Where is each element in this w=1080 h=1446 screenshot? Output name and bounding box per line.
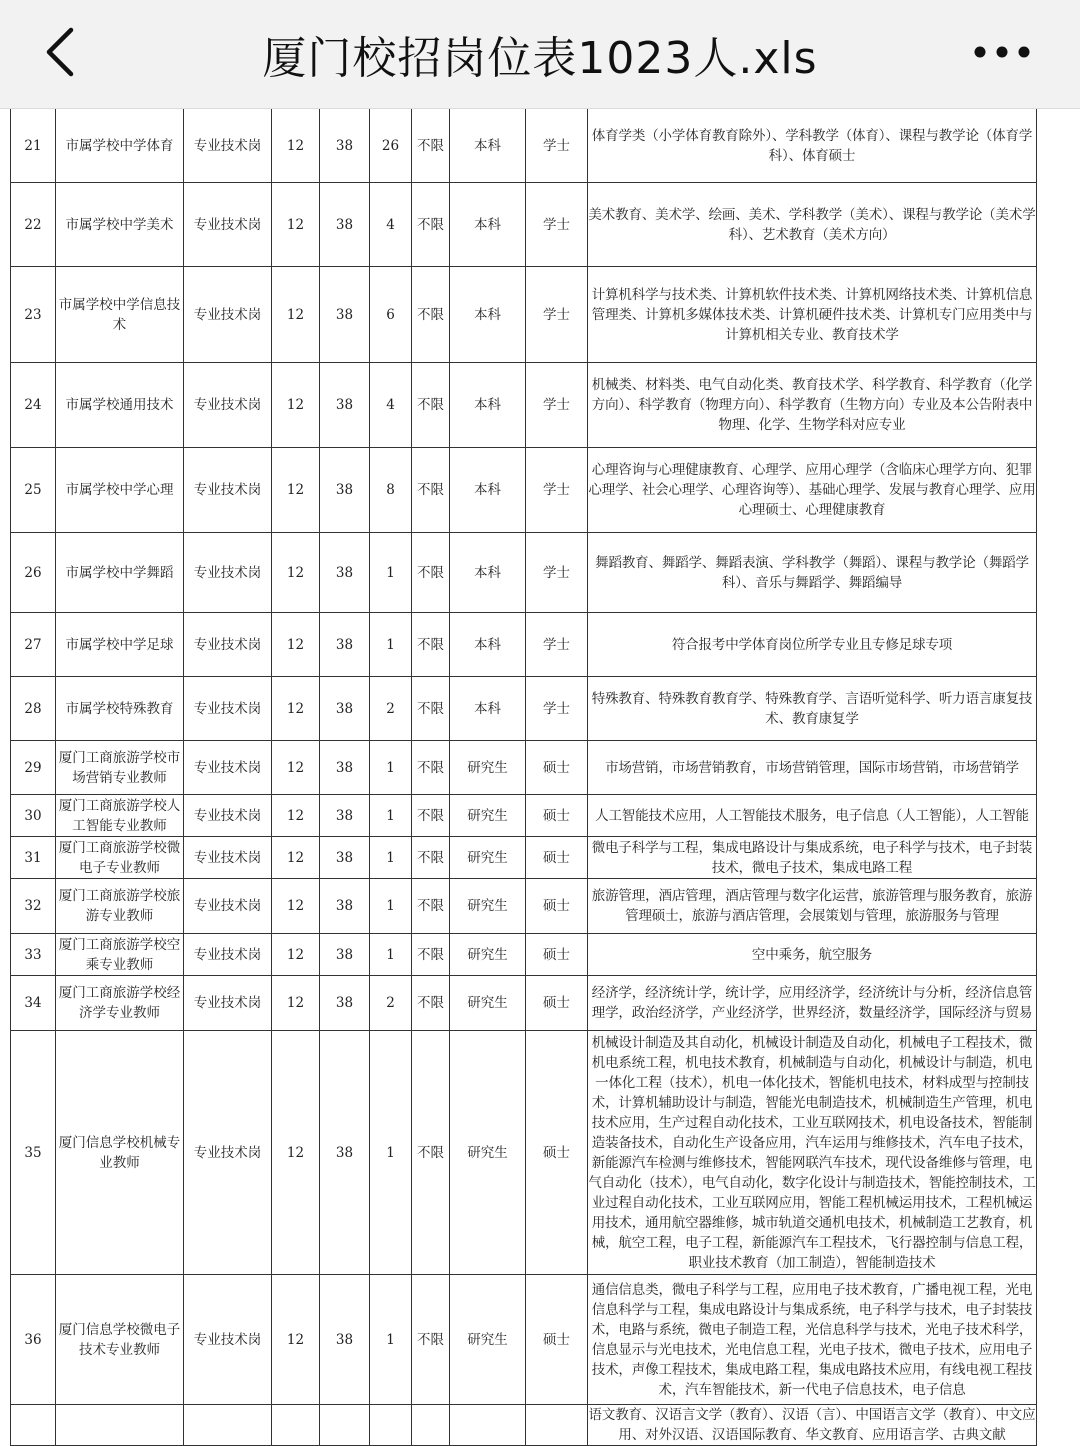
major-requirements-cell[interactable]: 美术教育、美术学、绘画、美术、学科教学（美术）、课程与教学论（美术学科）、艺术教育（美术方向） — [588, 183, 1037, 267]
position-name-cell[interactable]: 市属学校中学心理 — [56, 448, 184, 533]
degree-cell[interactable]: 硕士 — [526, 1275, 588, 1405]
table-row — [11, 363, 1037, 448]
column-value-2-cell[interactable] — [320, 1405, 370, 1446]
position-type-cell[interactable]: 专业技术岗 — [184, 363, 272, 448]
column-value-2-cell[interactable]: 38 — [320, 183, 370, 267]
recruit-count-cell[interactable]: 1 — [370, 1031, 412, 1275]
table-row — [11, 741, 1037, 795]
education-level-cell[interactable]: 本科 — [450, 448, 526, 533]
row-number-cell[interactable]: 35 — [11, 1031, 56, 1275]
position-type-cell[interactable]: 专业技术岗 — [184, 613, 272, 677]
position-name-cell[interactable]: 市属学校通用技术 — [56, 363, 184, 448]
position-name-cell[interactable]: 厦门信息学校微电子技术专业教师 — [56, 1275, 184, 1405]
position-name-cell[interactable]: 厦门工商旅游学校人工智能专业教师 — [56, 795, 184, 837]
age-limit-cell[interactable]: 不限 — [412, 976, 450, 1031]
degree-cell[interactable]: 学士 — [526, 677, 588, 741]
recruit-count-cell[interactable]: 2 — [370, 677, 412, 741]
table-row — [11, 1275, 1037, 1405]
degree-cell[interactable]: 学士 — [526, 363, 588, 448]
education-level-cell[interactable]: 本科 — [450, 183, 526, 267]
degree-cell[interactable]: 学士 — [526, 448, 588, 533]
column-value-1-cell[interactable]: 12 — [272, 677, 320, 741]
row-number-cell[interactable]: 27 — [11, 613, 56, 677]
row-number-cell[interactable]: 22 — [11, 183, 56, 267]
table-row — [11, 533, 1037, 613]
position-type-cell[interactable]: 专业技术岗 — [184, 1275, 272, 1405]
age-limit-cell[interactable] — [412, 1405, 450, 1446]
major-requirements-cell[interactable]: 语文教育、汉语言文学（教育）、汉语（言）、中国语言文学（教育）、中文应用、对外汉语、汉语国际教育、华文教育、应用语言学、古典文献 — [588, 1405, 1037, 1446]
table-row — [11, 448, 1037, 533]
position-type-cell[interactable]: 专业技术岗 — [184, 934, 272, 976]
major-requirements-cell[interactable]: 心理咨询与心理健康教育、心理学、应用心理学（含临床心理学方向、犯罪心理学、社会心理学、心理咨询等）、基础心理学、发展与教育心理学、应用心理硕士、心理健康教育 — [588, 448, 1037, 533]
column-value-2-cell[interactable]: 38 — [320, 613, 370, 677]
age-limit-cell[interactable]: 不限 — [412, 267, 450, 363]
age-limit-cell[interactable]: 不限 — [412, 613, 450, 677]
recruit-count-cell[interactable] — [370, 1405, 412, 1446]
age-limit-cell[interactable]: 不限 — [412, 837, 450, 879]
column-value-2-cell[interactable]: 38 — [320, 448, 370, 533]
age-limit-cell[interactable]: 不限 — [412, 533, 450, 613]
major-requirements-cell[interactable]: 市场营销，市场营销教育，市场营销管理，国际市场营销，市场营销学 — [588, 741, 1037, 795]
table-row — [11, 879, 1037, 934]
column-value-1-cell[interactable]: 12 — [272, 879, 320, 934]
degree-cell[interactable]: 学士 — [526, 109, 588, 183]
column-value-2-cell[interactable]: 38 — [320, 363, 370, 448]
recruit-count-cell[interactable]: 1 — [370, 934, 412, 976]
major-requirements-cell[interactable]: 通信信息类，微电子科学与工程，应用电子技术教育，广播电视工程，光电信息科学与工程，集成电路设计与集成系统，电子科学与技术，电子封装技术，电路与系统，微电子制造工程，光信息科学与技术，光电子技术科学，信息显示与光电技术，光电信息工程，光电子技术，微电子技术，应用电子技术，声像工程技术，集成电路工程，集成电路技术应用，有线电视工程技术，汽车智能技术，新一代电子信息技术，电子信息 — [588, 1275, 1037, 1405]
education-level-cell[interactable]: 研究生 — [450, 1275, 526, 1405]
recruit-count-cell[interactable]: 1 — [370, 1275, 412, 1405]
degree-cell[interactable]: 硕士 — [526, 837, 588, 879]
education-level-cell[interactable]: 研究生 — [450, 976, 526, 1031]
age-limit-cell[interactable]: 不限 — [412, 1275, 450, 1405]
recruit-count-cell[interactable]: 1 — [370, 837, 412, 879]
row-number-cell[interactable]: 24 — [11, 363, 56, 448]
major-requirements-cell[interactable]: 特殊教育、特殊教育教育学、特殊教育学、言语听觉科学、听力语言康复技术、教育康复学 — [588, 677, 1037, 741]
column-value-1-cell[interactable]: 12 — [272, 363, 320, 448]
row-number-cell[interactable]: 23 — [11, 267, 56, 363]
table-row — [11, 1031, 1037, 1275]
position-type-cell[interactable]: 专业技术岗 — [184, 795, 272, 837]
position-type-cell[interactable]: 专业技术岗 — [184, 741, 272, 795]
major-requirements-cell[interactable]: 旅游管理，酒店管理，酒店管理与数字化运营，旅游管理与服务教育，旅游管理硕士，旅游与酒店管理，会展策划与管理，旅游服务与管理 — [588, 879, 1037, 934]
column-value-1-cell[interactable]: 12 — [272, 109, 320, 183]
column-value-2-cell[interactable]: 38 — [320, 795, 370, 837]
row-number-cell[interactable]: 31 — [11, 837, 56, 879]
recruit-count-cell[interactable]: 6 — [370, 267, 412, 363]
column-value-1-cell[interactable]: 12 — [272, 267, 320, 363]
education-level-cell[interactable]: 本科 — [450, 613, 526, 677]
column-value-2-cell[interactable]: 38 — [320, 677, 370, 741]
age-limit-cell[interactable]: 不限 — [412, 879, 450, 934]
table-row — [11, 183, 1037, 267]
position-type-cell[interactable]: 专业技术岗 — [184, 448, 272, 533]
major-requirements-cell[interactable]: 机械类、材料类、电气自动化类、教育技术学、科学教育、科学教育（化学方向）、科学教育（物理方向）、科学教育（生物方向）专业及本公告附表中物理、化学、生物学科对应专业 — [588, 363, 1037, 448]
degree-cell[interactable]: 硕士 — [526, 1031, 588, 1275]
recruit-count-cell[interactable]: 4 — [370, 363, 412, 448]
education-level-cell[interactable]: 研究生 — [450, 795, 526, 837]
education-level-cell[interactable]: 本科 — [450, 533, 526, 613]
column-value-2-cell[interactable]: 38 — [320, 1275, 370, 1405]
position-name-cell[interactable]: 厦门工商旅游学校微电子专业教师 — [56, 837, 184, 879]
top-navigation-bar — [0, 0, 1080, 109]
position-name-cell[interactable] — [56, 1405, 184, 1446]
table-row — [11, 976, 1037, 1031]
recruit-count-cell[interactable]: 8 — [370, 448, 412, 533]
position-name-cell[interactable]: 厦门工商旅游学校旅游专业教师 — [56, 879, 184, 934]
column-value-1-cell[interactable]: 12 — [272, 976, 320, 1031]
degree-cell[interactable]: 硕士 — [526, 879, 588, 934]
degree-cell[interactable] — [526, 1405, 588, 1446]
column-value-1-cell[interactable]: 12 — [272, 533, 320, 613]
education-level-cell[interactable]: 研究生 — [450, 1031, 526, 1275]
education-level-cell[interactable]: 本科 — [450, 267, 526, 363]
recruit-count-cell[interactable]: 2 — [370, 976, 412, 1031]
major-requirements-cell[interactable]: 舞蹈教育、舞蹈学、舞蹈表演、学科教学（舞蹈）、课程与教学论（舞蹈学科）、音乐与舞蹈学、舞蹈编导 — [588, 533, 1037, 613]
age-limit-cell[interactable]: 不限 — [412, 741, 450, 795]
major-requirements-cell[interactable]: 机械设计制造及其自动化，机械设计制造及自动化，机械电子工程技术，微机电系统工程，机电技术教育，机械制造与自动化，机械设计与制造，机电一体化工程（技术），机电一体化技术，智能机电技术，材料成型与控制技术，计算机辅助设计与制造，智能光电制造技术，机械制造生产管理，机电技术应用，生产过程自动化技术，工业互联网技术，机电设备技术，智能制造装备技术，自动化生产设备应用，汽车运用与维修技术，汽车电子技术，新能源汽车检测与维修技术，智能网联汽车技术，现代设备维修与管理，电气自动化（技术），电气自动化，数字化设计与制造技术，智能控制技术，工业过程自动化技术，工业互联网应用，智能工程机械运用技术，工程机械运用技术，通用航空器维修，城市轨道交通机电技术，机械制造工艺教育，机械，航空工程，电子工程，新能源汽车工程技术，飞行器控制与信息工程，职业技术教育（加工制造），智能制造技术 — [588, 1031, 1037, 1275]
row-number-cell[interactable] — [11, 1405, 56, 1446]
row-number-cell[interactable]: 32 — [11, 879, 56, 934]
column-value-1-cell[interactable]: 12 — [272, 741, 320, 795]
degree-cell[interactable]: 硕士 — [526, 976, 588, 1031]
row-number-cell[interactable]: 33 — [11, 934, 56, 976]
recruit-count-cell[interactable]: 1 — [370, 741, 412, 795]
position-type-cell[interactable]: 专业技术岗 — [184, 1031, 272, 1275]
recruit-count-cell[interactable]: 1 — [370, 613, 412, 677]
age-limit-cell[interactable]: 不限 — [412, 183, 450, 267]
major-requirements-cell[interactable]: 微电子科学与工程，集成电路设计与集成系统，电子科学与技术，电子封装技术，微电子技术，集成电路工程 — [588, 837, 1037, 879]
chevron-left-icon — [43, 26, 77, 78]
major-requirements-cell[interactable]: 人工智能技术应用，人工智能技术服务，电子信息（人工智能），人工智能 — [588, 795, 1037, 837]
more-options-button[interactable] — [962, 22, 1042, 82]
age-limit-cell[interactable]: 不限 — [412, 795, 450, 837]
table-row — [11, 1405, 1037, 1446]
age-limit-cell[interactable]: 不限 — [412, 677, 450, 741]
position-type-cell[interactable]: 专业技术岗 — [184, 267, 272, 363]
position-name-cell[interactable]: 厦门信息学校机械专业教师 — [56, 1031, 184, 1275]
row-number-cell[interactable]: 30 — [11, 795, 56, 837]
recruit-count-cell[interactable]: 26 — [370, 109, 412, 183]
position-type-cell[interactable] — [184, 1405, 272, 1446]
position-name-cell[interactable]: 市属学校中学信息技术 — [56, 267, 184, 363]
position-type-cell[interactable]: 专业技术岗 — [184, 879, 272, 934]
position-name-cell[interactable]: 厦门工商旅游学校经济学专业教师 — [56, 976, 184, 1031]
spreadsheet-view[interactable] — [10, 108, 1036, 1446]
column-value-2-cell[interactable]: 38 — [320, 976, 370, 1031]
column-value-1-cell[interactable]: 12 — [272, 1031, 320, 1275]
degree-cell[interactable]: 学士 — [526, 267, 588, 363]
position-type-cell[interactable]: 专业技术岗 — [184, 976, 272, 1031]
back-button[interactable] — [30, 22, 90, 82]
column-value-1-cell[interactable]: 12 — [272, 837, 320, 879]
position-name-cell[interactable]: 厦门工商旅游学校市场营销专业教师 — [56, 741, 184, 795]
age-limit-cell[interactable]: 不限 — [412, 934, 450, 976]
column-value-1-cell[interactable]: 12 — [272, 1275, 320, 1405]
age-limit-cell[interactable]: 不限 — [412, 448, 450, 533]
degree-cell[interactable]: 学士 — [526, 613, 588, 677]
major-requirements-cell[interactable]: 计算机科学与技术类、计算机软件技术类、计算机网络技术类、计算机信息管理类、计算机多媒体技术类、计算机硬件技术类、计算机专门应用类中与计算机相关专业、教育技术学 — [588, 267, 1037, 363]
age-limit-cell[interactable]: 不限 — [412, 109, 450, 183]
table-row — [11, 677, 1037, 741]
position-type-cell[interactable]: 专业技术岗 — [184, 183, 272, 267]
table-row — [11, 934, 1037, 976]
column-value-1-cell[interactable]: 12 — [272, 795, 320, 837]
row-number-cell[interactable]: 29 — [11, 741, 56, 795]
position-name-cell[interactable]: 市属学校特殊教育 — [56, 677, 184, 741]
age-limit-cell[interactable]: 不限 — [412, 363, 450, 448]
education-level-cell[interactable]: 本科 — [450, 363, 526, 448]
column-value-2-cell[interactable]: 38 — [320, 109, 370, 183]
education-level-cell[interactable]: 研究生 — [450, 741, 526, 795]
degree-cell[interactable]: 硕士 — [526, 795, 588, 837]
education-level-cell[interactable]: 本科 — [450, 677, 526, 741]
row-number-cell[interactable]: 21 — [11, 109, 56, 183]
column-value-1-cell[interactable]: 12 — [272, 448, 320, 533]
row-number-cell[interactable]: 25 — [11, 448, 56, 533]
table-row — [11, 837, 1037, 879]
position-name-cell[interactable]: 市属学校中学足球 — [56, 613, 184, 677]
degree-cell[interactable]: 硕士 — [526, 934, 588, 976]
education-level-cell[interactable]: 本科 — [450, 109, 526, 183]
position-name-cell[interactable]: 市属学校中学舞蹈 — [56, 533, 184, 613]
major-requirements-cell[interactable]: 空中乘务，航空服务 — [588, 934, 1037, 976]
column-value-1-cell[interactable]: 12 — [272, 613, 320, 677]
degree-cell[interactable]: 硕士 — [526, 741, 588, 795]
recruit-count-cell[interactable]: 1 — [370, 879, 412, 934]
education-level-cell[interactable]: 研究生 — [450, 879, 526, 934]
degree-cell[interactable]: 学士 — [526, 183, 588, 267]
position-type-cell[interactable]: 专业技术岗 — [184, 677, 272, 741]
column-value-1-cell[interactable] — [272, 1405, 320, 1446]
education-level-cell[interactable]: 研究生 — [450, 934, 526, 976]
table-row — [11, 109, 1037, 183]
row-number-cell[interactable]: 28 — [11, 677, 56, 741]
row-number-cell[interactable]: 26 — [11, 533, 56, 613]
major-requirements-cell[interactable]: 体育学类（小学体育教育除外）、学科教学（体育）、课程与教学论（体育学科）、体育硕士 — [588, 109, 1037, 183]
more-horizontal-icon — [972, 45, 1032, 59]
education-level-cell[interactable]: 研究生 — [450, 837, 526, 879]
document-title: 厦门校招岗位表1023人.xls — [262, 33, 818, 84]
column-value-2-cell[interactable]: 38 — [320, 879, 370, 934]
position-type-cell[interactable]: 专业技术岗 — [184, 837, 272, 879]
job-table — [10, 108, 1037, 1446]
column-value-1-cell[interactable]: 12 — [272, 183, 320, 267]
column-value-2-cell[interactable]: 38 — [320, 1031, 370, 1275]
degree-cell[interactable]: 学士 — [526, 533, 588, 613]
major-requirements-cell[interactable]: 符合报考中学体育岗位所学专业且专修足球专项 — [588, 613, 1037, 677]
table-row — [11, 613, 1037, 677]
column-value-2-cell[interactable]: 38 — [320, 533, 370, 613]
position-type-cell[interactable]: 专业技术岗 — [184, 109, 272, 183]
position-name-cell[interactable]: 厦门工商旅游学校空乘专业教师 — [56, 934, 184, 976]
column-value-2-cell[interactable]: 38 — [320, 934, 370, 976]
education-level-cell[interactable] — [450, 1405, 526, 1446]
table-row — [11, 795, 1037, 837]
column-value-2-cell[interactable]: 38 — [320, 837, 370, 879]
table-row — [11, 267, 1037, 363]
position-name-cell[interactable]: 市属学校中学体育 — [56, 109, 184, 183]
position-name-cell[interactable]: 市属学校中学美术 — [56, 183, 184, 267]
column-value-2-cell[interactable]: 38 — [320, 267, 370, 363]
recruit-count-cell[interactable]: 1 — [370, 533, 412, 613]
column-value-1-cell[interactable]: 12 — [272, 934, 320, 976]
major-requirements-cell[interactable]: 经济学，经济统计学，统计学，应用经济学，经济统计与分析，经济信息管理学，政治经济学，产业经济学，世界经济，数量经济学，国际经济与贸易 — [588, 976, 1037, 1031]
recruit-count-cell[interactable]: 1 — [370, 795, 412, 837]
age-limit-cell[interactable]: 不限 — [412, 1031, 450, 1275]
column-value-2-cell[interactable]: 38 — [320, 741, 370, 795]
recruit-count-cell[interactable]: 4 — [370, 183, 412, 267]
row-number-cell[interactable]: 36 — [11, 1275, 56, 1405]
position-type-cell[interactable]: 专业技术岗 — [184, 533, 272, 613]
row-number-cell[interactable]: 34 — [11, 976, 56, 1031]
